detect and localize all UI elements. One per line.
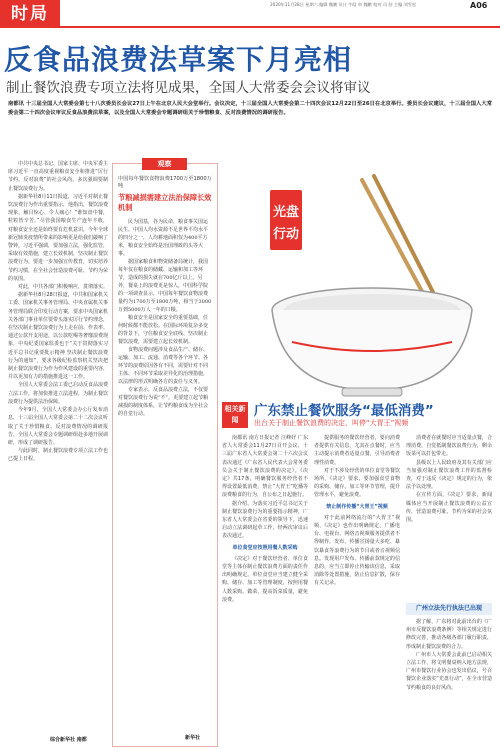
article2-column-2 xyxy=(314,434,400,746)
paragraph: 中共中央总书记、国家主席、中央军委主席习近平一直高度重视粮食安全和推进“厉行节约、反对浪费”的社会风尚，多次强调要制止餐饮浪费行为。 xyxy=(8,161,108,192)
lead-paragraph: 南都讯 十三届全国人大常委会第七十八次委员长会议27日上午在北京人民大会堂举行。会议决定，十三届全国人大常委会第二十四次会议12月22日至26日在北京举行。委员长会议建议，十三届全国人大常委会第二十四次会议审议反食品浪费法草案，以及全国人大常委会专题调研组关于珍惜粮食、反对浪费情况的调研报告。 xyxy=(8,101,492,116)
sign-text-1: 光盘 xyxy=(272,205,300,220)
illustration-empty-bowl xyxy=(222,160,492,400)
sidebar-box-body xyxy=(406,618,492,746)
paragraph: 据新华社8月11日报道，习近平对制止餐饮浪费行为作出重要指示，他指出，餐饮浪费现象，触目惊心、令人痛心！“谁知盘中餐，粒粒皆辛苦。”尽管我国粮食生产连年丰收，对粮食安全还是始终要有危机意识，今年全球新冠肺炎疫情所带来的影响更是给我们敲响了警钟。习近平强调，要加强立法，强化监管，采取有效措施，建立长效机制，坚决制止餐饮浪费行为。要进一步加强宣传教育，切实培养节约习惯，在全社会营造浪费可耻、节约为荣的氛围。 xyxy=(8,193,108,282)
paragraph: 《决定》对于餐饮经营者、单位食堂等主体在制止餐饮浪费方面的责任作出明确规定。单位食堂应当建立健全采购、储存、加工等管理制度，按照用餐人数采购、做菜，提高饭菜质量，避免浪费。 xyxy=(222,555,308,603)
paragraph: 与此同时，制止餐饮浪费专项立法工作也已提上日程。 xyxy=(8,448,108,463)
paragraph: 据新华社8月28日报道，中共和国家机关工委、国家机关事务管理局、中央直属机关事务管理局联合印发行动方案，要求中央国家机关各部门事业单位要带头落实厉行节约理念，在坚决制止餐饮浪费行为上走在前、作表率。通过公款开支用途，以公款吃喝等奢靡浪费现象，中央纪委国家监委也于“关于贯彻落实习近平总书记重要批示精神 坚决制止餐饮浪费行为的通知”，要求各级纪检监察机关坚决把制止餐饮浪费行为作为作风建设的重要内容，并以更加有力的措施推进这一工作。 xyxy=(8,292,108,381)
article2-headline: 广东禁止餐饮服务“最低消费” xyxy=(254,403,434,419)
paragraph: 据介绍，为落实习近平总书记关于制止餐饮浪费行为的重要指示精神，广东省人大常委会在省委的领导下，迅速启动立法调研起草工作，经两次审议后表决通过。 xyxy=(222,500,308,540)
sign-text-2: 行动 xyxy=(272,227,300,242)
section-label: 时局 xyxy=(0,0,60,28)
bowl-icon xyxy=(272,288,472,396)
issue-meta: 2020年11月28日 星期六 编辑 魏鹏 设计 牛晗 审 魏鹏 校对 司 舒 主编 刘雪松 xyxy=(270,2,417,7)
paragraph: 今年9月，全国人大常委会办公厅发布消息，十三届全国人大常委会第二十二次会议听取了关于珍惜粮食、反对浪费情况的调研报告，全国人大常委会专题调研组赴多地开展调研，形成了调研报告。 xyxy=(8,407,108,446)
section-subhead: 单位食堂应按照用餐人数采购 xyxy=(232,544,298,551)
commentary-intro: 中国每年餐饮食物浪费1700万至1800万吨 xyxy=(118,176,212,189)
header-rule xyxy=(60,26,500,28)
article2-subheadline: 出台关于制止餐饮浪费的决定，叫停“大胃王”视频 xyxy=(254,419,409,427)
paragraph: 南都讯 南方日报记者 汪峰妤 广东省人大常委会11月27日召开会议，十三届广东省人大常委会第二十六次会议表决通过《广东省人民代表大会常务委员会关于制止餐饮浪费的决定》。《决定》共17条，明确餐饮服务经营者不得设置最低消费，禁止“大胃王”吃播等浪费粮食的行为，自公布之日起施行。 xyxy=(222,435,308,499)
article2-column-3 xyxy=(406,434,492,600)
paragraph: 提供服务的餐饮经营者，要向消费者提供有关信息，尤其在点餐时，应当主动提示消费者适量点餐，引导消费者理性消费。 xyxy=(314,435,400,466)
paragraph: 全国人大常委会法工委已启动反食品浪费立法工作，将加快推进立法进程，为制止餐饮浪费行为提供法治保障。 xyxy=(8,382,108,405)
header-bar xyxy=(0,0,500,28)
paragraph: 广州市人大常委会此前已启动相关立法工作，将文明餐桌纳入地方法规，广州市餐饮行业协会也发出倡议，号召餐饮企业落实“光盘行动”，在全市营造节约粮食的良好风尚。 xyxy=(406,651,492,691)
paragraph: 据了解，广东将对此前出台的《广州市反餐饮浪费条例》等相关规定进行修改完善，推动各级各部门履行职责，形成制止餐饮浪费的合力。 xyxy=(406,619,492,650)
commentary-title: 节粮减损需建立法治保障长效机制 xyxy=(118,193,212,212)
paragraph: 在宣传方面，《决定》要求，新闻媒体应当开展制止餐饮浪费的公益宣传，营造浪费可耻、节约为荣的社会氛围。 xyxy=(406,492,492,524)
paragraph: 专家表示，反食品浪费立法，不仅要对餐饮浪费行为说“不”，更要建立起节粮减损的制度体系，让节约粮食成为全社会的自觉行动。 xyxy=(118,387,209,417)
byline: 综合新华社 南都 xyxy=(50,737,87,743)
paragraph: 粮食安全是国家安全的重要基础，任何时候都不能放松。在国际环境复杂多变的背景下，守住粮食安全底线、坚决制止餐饮浪费，需要建立起长效机制。 xyxy=(118,315,209,345)
article2-column-1 xyxy=(222,434,308,746)
stamp-sign xyxy=(270,190,302,250)
page-number: A06 xyxy=(470,1,488,10)
paragraph: 民为国基，谷为民命，粮食事关国运民生。中国人均水资源不足世界平均水平的四分之一，人均耕地面积仅为400平方米，粮食安全始终是治国理政的头等大事。 xyxy=(118,219,209,257)
sidebar-box-title: 广州立法先行执法已出现 xyxy=(406,603,492,615)
paragraph: 据国家粮食和物资储备局统计，我国每年仅在粮食的储藏、运输和加工等环节，造成的损失就在700亿斤以上。另外，餐桌上的浪费更是惊人，中国科学院的一项调查显示，中国每年餐饮食物浪费量约为1700万至1800万吨，相当于3000万到5000万人一年的口粮。 xyxy=(118,259,212,313)
paragraph: 消费者在就餐时应当适量点餐，合理消费，自觉抵制餐饮浪费行为，剩余饭菜可以打包带走。 xyxy=(406,435,492,458)
paragraph: 对此，中共各部门积极响应，贯彻落实。 xyxy=(18,284,108,291)
paragraph: 县级以上人民政府及其有关部门应当加强对制止餐饮浪费工作的监督检查，对于违反《决定》规定的行为，依法予以处理。 xyxy=(406,459,492,491)
main-headline: 反食品浪费法草案下月亮相 xyxy=(4,43,353,76)
related-news-tag: 相关新闻 xyxy=(222,402,248,428)
main-subheadline: 制止餐饮浪费专项立法将见成果，全国人大常委会会议将审议 xyxy=(6,80,371,96)
section-subhead: 禁止制作传播“大胃王”视频 xyxy=(326,503,388,510)
commentary-tag: 观察 xyxy=(142,158,187,170)
article-column-1 xyxy=(8,160,108,745)
paragraph: 食物浪费问题涉及食品生产、储存、运输、加工、流通、消费等各个环节。各环节的浪费原因各有不同，需要针对不同主体、不同环节采取差异化的治理措施，以法律的形式明确各方的责任与义务。 xyxy=(118,347,209,385)
paragraph: 对于不涉及经营的单位食堂等餐饮场所，《决定》要求，要加强食堂食物的采购、储存、加工等环节管理，提升管理水平，避免浪费。 xyxy=(314,467,400,499)
paragraph: 对于此前网络流行的“大胃王”视频，《决定》也作出明确规定，广播电台、电视台、网络音视频服务提供者不得制作、发布、传播宣扬量大多吃、暴饮暴食等浪费行为的节目或者音视频信息。发现用户发布、传播前款规定的信息的，应当立即停止传输该信息，采取消除等处置措施，防止信息扩散，保存有关记录。 xyxy=(314,514,400,587)
commentary-author: 新华社 xyxy=(185,735,201,741)
commentary-body xyxy=(118,218,212,728)
